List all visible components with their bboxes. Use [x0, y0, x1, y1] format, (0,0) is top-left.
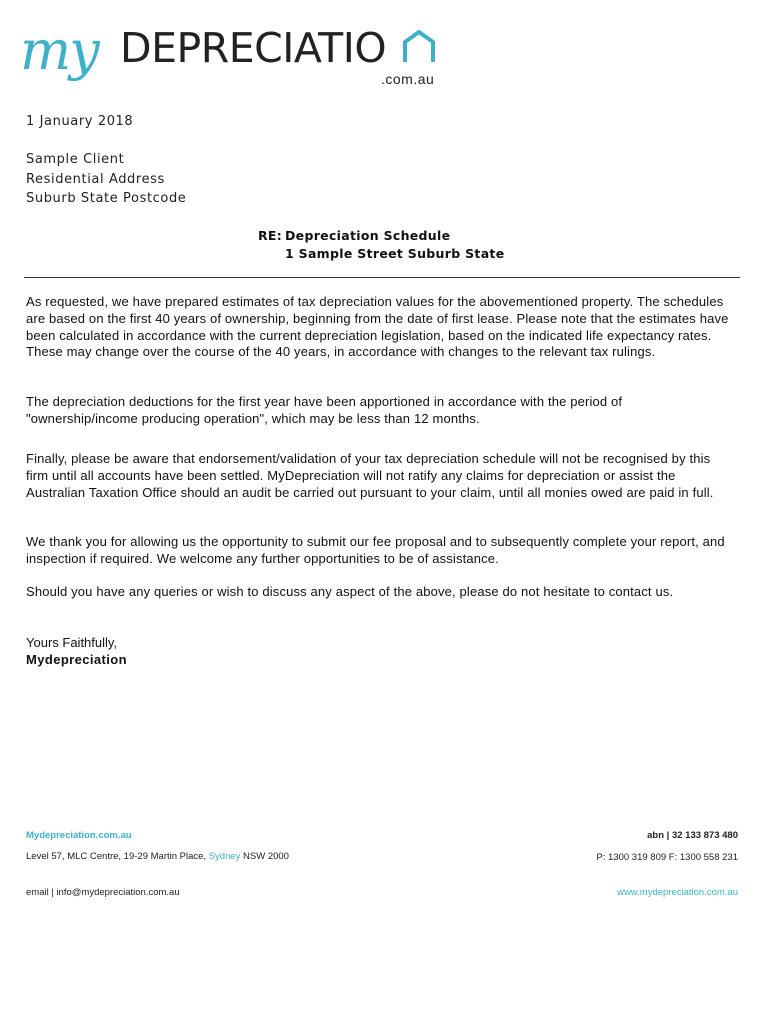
- paragraph: Should you have any queries or wish to discuss any aspect of the above, please do not hesitate to contact us.: [26, 584, 674, 599]
- footer-address: [26, 851, 289, 862]
- logo-script-text: my: [20, 19, 98, 82]
- paragraph: We thank you for allowing us the opportunity to submit our fee proposal and to subsequently complete your report, and inspection if required. We welcome any further opportunities to be of assistance.: [26, 534, 725, 566]
- footer-abn: abn | 32 133 873 480: [647, 830, 738, 841]
- re-subject: Depreciation Schedule: [285, 228, 451, 243]
- footer-address-start: Level 57, MLC Centre, 19-29 Martin Place,: [26, 851, 209, 862]
- logo: [20, 14, 460, 110]
- paragraph: Finally, please be aware that endorsement/validation of your tax depreciation schedule will not be recognised by this firm until all accounts have been settled. MyDepreciation will not ratify any claims for depreciation or assist the Australian Taxation Office should an audit be carried out pursuant to your claim, until all monies owed are paid in full.: [26, 451, 714, 500]
- paragraph: The depreciation deductions for the first year have been apportioned in accordance with the period of "ownership/income producing operation", which may be less than 12 months.: [26, 394, 623, 426]
- divider: [24, 277, 740, 278]
- paragraph: As requested, we have prepared estimates of tax depreciation values for the abovementioned property. The schedules are based on the first 40 years of ownership, beginning from the date of first lease. Please note that the estimates have been calculated in accordance with the current depreciation legislation, based on the indicated life expectancy rates. These may change over the course of the 40 years, in accordance with changes to the relevant tax rulings.: [26, 294, 729, 360]
- footer-site-link[interactable]: Mydepreciation.com.au: [26, 830, 132, 841]
- client-address-block: [26, 150, 186, 209]
- letter-date: 1 January 2018: [26, 114, 134, 129]
- logo-caps-text: DEPRECIATIO: [120, 24, 387, 72]
- footer-email-link[interactable]: email | info@mydepreciation.com.au: [26, 887, 180, 898]
- re-heading: [258, 228, 504, 261]
- logo-house-n-icon: [399, 28, 439, 64]
- footer-phone: P: 1300 319 809 F: 1300 558 231: [596, 852, 738, 863]
- footer-web-link[interactable]: www.mydepreciation.com.au: [617, 887, 738, 898]
- client-suburb: Suburb State Postcode: [26, 191, 187, 206]
- closing-salutation: Yours Faithfully,: [26, 635, 118, 650]
- closing-block: [26, 634, 127, 668]
- re-prefix: RE:: [258, 228, 283, 243]
- client-street: Residential Address: [26, 171, 165, 187]
- footer-address-end: NSW 2000: [240, 851, 289, 862]
- closing-company: Mydepreciation: [26, 652, 127, 667]
- footer-address-city: Sydney: [208, 851, 241, 862]
- re-property: 1 Sample Street Suburb State: [285, 246, 505, 261]
- logo-domain-text: .com.au: [381, 71, 435, 87]
- client-name: Sample Client: [26, 152, 125, 167]
